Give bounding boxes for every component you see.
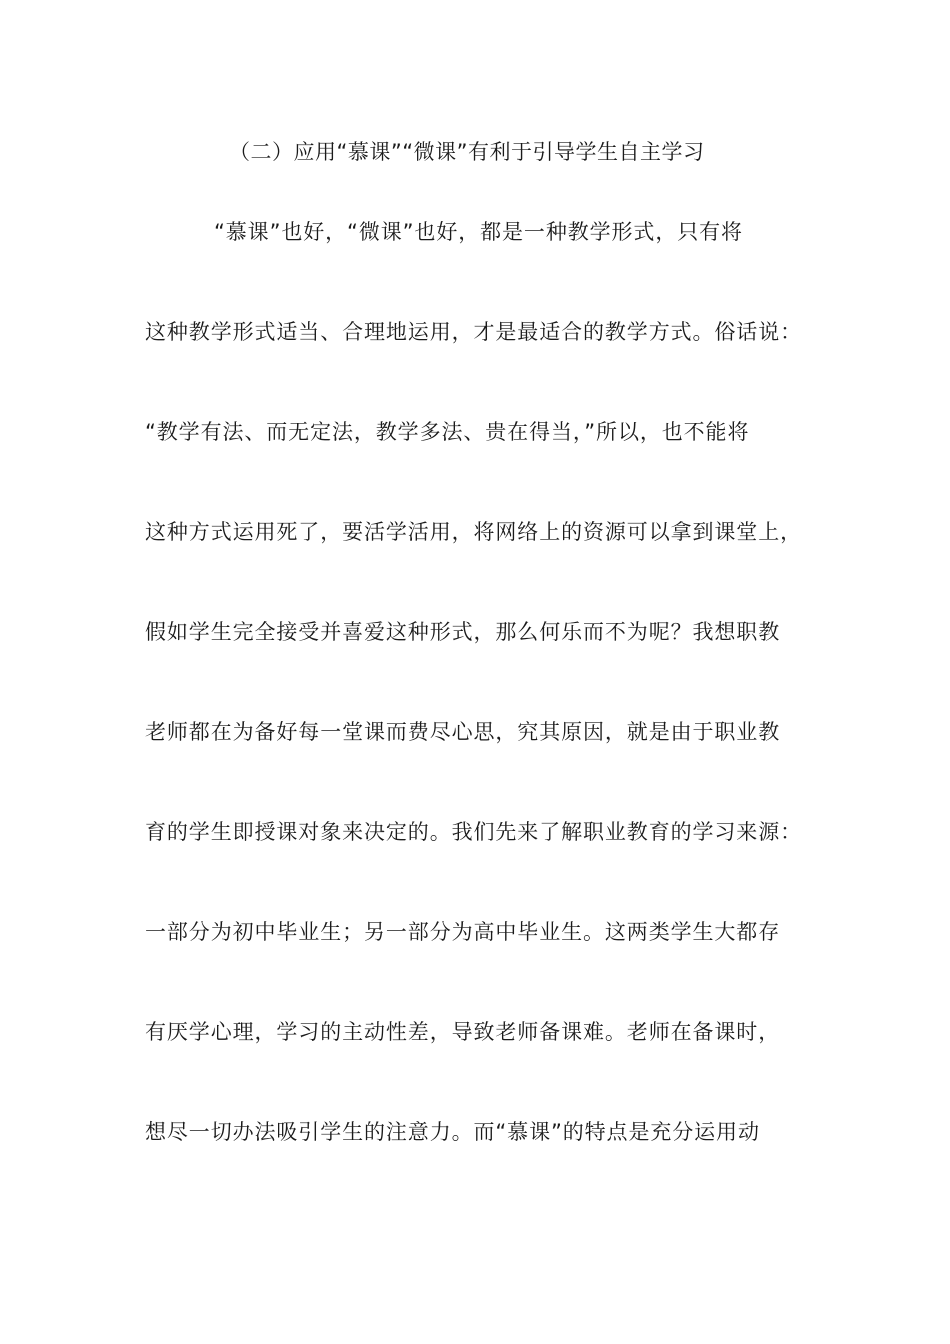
paragraph-line: 这种方式运用死了，要活学活用，将网络上的资源可以拿到课堂上， xyxy=(145,520,802,544)
paragraph-line: 育的学生即授课对象来决定的。我们先来了解职业教育的学习来源： xyxy=(145,820,802,844)
paragraph-line: 这种教学形式适当、合理地运用，才是最适合的教学方式。俗话说： xyxy=(145,320,802,344)
paragraph-line: 想尽一切办法吸引学生的注意力。而“慕课”的特点是充分运用动 xyxy=(145,1120,760,1144)
paragraph-line: 假如学生完全接受并喜爱这种形式，那么何乐而不为呢？我想职教 xyxy=(145,620,781,644)
paragraph-line: “教学有法、而无定法，教学多法、贵在得当，”所以，也不能将 xyxy=(145,420,750,444)
paragraph-line: 有厌学心理，学习的主动性差，导致老师备课难。老师在备课时， xyxy=(145,1020,781,1044)
paragraph-line: 老师都在为备好每一堂课而费尽心思，究其原因，就是由于职业教 xyxy=(145,720,781,744)
paragraph-line: “慕课”也好，“微课”也好，都是一种教学形式，只有将 xyxy=(214,220,743,244)
section-heading: （二）应用“慕课”“微课”有利于引导学生自主学习 xyxy=(229,140,705,164)
paragraph-line: 一部分为初中毕业生；另一部分为高中毕业生。这两类学生大都存 xyxy=(145,920,781,944)
